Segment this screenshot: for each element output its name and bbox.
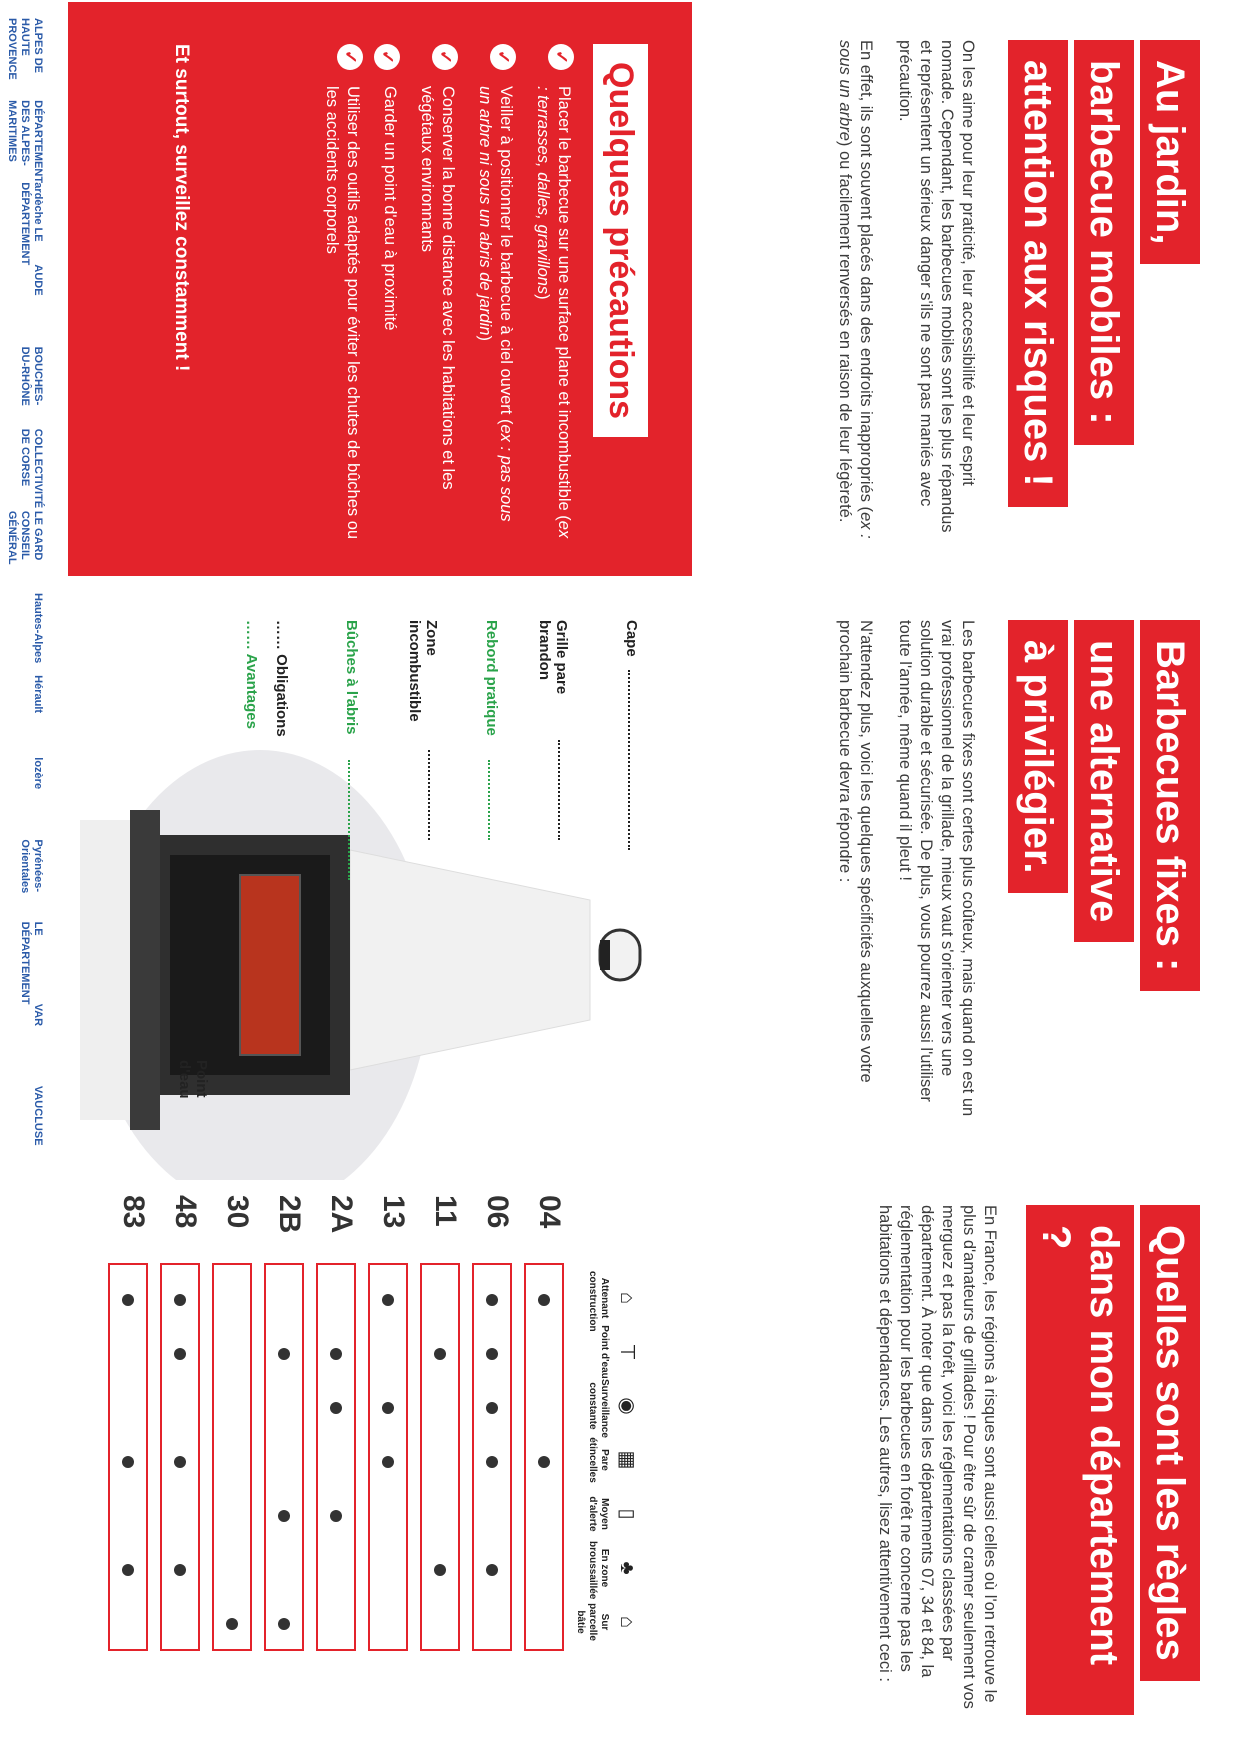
rule-dot [538, 1294, 550, 1306]
department-logo: ALPES DE HAUTE PROVENCE [6, 18, 44, 80]
check-icon: ✓ [548, 44, 574, 70]
section-mobile-bbq [816, 40, 1200, 540]
check-icon: ✓ [432, 44, 458, 70]
list-item: ✓ Utiliser des outils adaptés pour éviter les chutes de bûches ou les accidents corporels [321, 44, 363, 544]
title-line: attention aux risques ! [1008, 40, 1068, 507]
rule-dot [330, 1510, 342, 1522]
department-logo: ardèche LE DÉPARTEMENT [19, 182, 44, 266]
section2-paragraph: Les barbecues fixes sont certes plus coûteux, mais quand on est un vrai professionnel de la grillade, mieux vaut s'orienter vers une solution durable et sécurisée. De plus, vous pourrez aussi l'utiliser toute l'année, même quand il pleut ! [896, 620, 977, 1117]
title-line: dans mon département ? [1026, 1205, 1134, 1715]
legend-header-cell [586, 1271, 640, 1332]
department-logos [8, 18, 50, 1168]
section-fixed-bbq [816, 620, 1200, 1130]
table-row [316, 1263, 356, 1651]
rule-dot [278, 1618, 290, 1630]
label-rebord: Rebord pratique [483, 620, 500, 736]
department-logo: Pyrénées-Orientales [19, 839, 44, 894]
department-code: 06 [481, 1195, 514, 1229]
rule-dot [174, 1456, 186, 1468]
precautions-box [68, 2, 692, 576]
department-logo: AUDE [32, 264, 44, 296]
legend-label: Point d'eau [599, 1325, 610, 1379]
legend-header-cell [574, 1595, 640, 1649]
department-code: 48 [169, 1195, 202, 1229]
department-logo: Hérault [32, 675, 44, 714]
label-zone: Zone incombustible [406, 620, 440, 722]
rule-dot [382, 1402, 394, 1414]
legend-header-cell [598, 1325, 640, 1379]
rule-dot [434, 1348, 446, 1360]
table-row [368, 1263, 408, 1651]
department-logo: DÉPARTEMENT DES ALPES-MARITIMES [6, 100, 44, 184]
table-row [160, 1263, 200, 1651]
rule-dot [174, 1348, 186, 1360]
section1-title [1002, 40, 1200, 540]
legend-label: En zone broussaillée [587, 1541, 610, 1600]
rule-dot [486, 1294, 498, 1306]
rule-dot [486, 1402, 498, 1414]
legend-label: Moyen d'alerte [587, 1496, 610, 1532]
label-cape: Cape [623, 620, 640, 657]
rule-dot [486, 1348, 498, 1360]
spark-screen-icon: ▦ [616, 1450, 638, 1470]
precautions-list [305, 44, 574, 544]
dots: …… [273, 620, 290, 655]
table-row [472, 1263, 512, 1651]
leader-line [628, 670, 630, 850]
department-code: 04 [533, 1195, 566, 1229]
section2-paragraph-2: N'attendez plus, voici les quelques spécificités auxquelles votre prochain barbecue devra répondre : [836, 620, 875, 1083]
check-icon: ✓ [337, 44, 363, 70]
department-logo: Hautes-Alpes [32, 593, 44, 664]
section1-paragraph-2: En effet, ils sont souvent placés dans des endroits inappropriés (ex : sous un arbre) ou facilement renversés en raison de leur légèreté. [836, 40, 875, 539]
rule-dot [174, 1564, 186, 1576]
label-buches: Bûches à l'abris [343, 620, 360, 735]
department-code: 30 [221, 1195, 254, 1229]
precautions-final: Et surtout, surveillez constamment ! [171, 44, 192, 372]
rule-dot [434, 1564, 446, 1576]
tap-icon: ⊤ [616, 1343, 638, 1361]
rule-dot [122, 1456, 134, 1468]
section-rules [856, 1205, 1200, 1715]
rule-dot [226, 1618, 238, 1630]
bbq-illustration [80, 600, 680, 1180]
department-logo: LE GARD CONSEIL GÉNÉRAL [6, 510, 44, 565]
legend-label: Surveillance constante [587, 1379, 610, 1438]
rules-table [80, 1195, 640, 1715]
rule-dot [174, 1294, 186, 1306]
department-logo: COLLECTIVITÉ DE CORSE [19, 428, 44, 509]
list-item: ✓ Veiller à positionner le barbecue à ciel ouvert (ex : pas sous un arbre ni sous un abris de jardin) [474, 44, 516, 544]
rules-matrix [80, 1195, 640, 1715]
list-item: ✓ Placer le barbecue sur une surface plane et incombustible (ex : terrasses, dalles, gravillons) [532, 44, 574, 544]
legend-header-cell [586, 1379, 640, 1438]
rule-dot [278, 1348, 290, 1360]
label-grille: Grille pare brandon [536, 620, 570, 695]
phone-icon: ▯ [616, 1508, 638, 1520]
legend-header-cell [586, 1487, 640, 1541]
department-code: 11 [429, 1195, 462, 1227]
section2-title [1002, 620, 1200, 1130]
leader-line [348, 760, 350, 880]
title-line: barbecue mobiles : [1074, 40, 1134, 445]
dots: …… [243, 620, 260, 654]
bbq-drawing [80, 600, 680, 1180]
rule-dot [486, 1564, 498, 1576]
rule-dot [330, 1348, 342, 1360]
check-icon: ✓ [490, 44, 516, 70]
legend-header-cell [586, 1541, 640, 1600]
title-line: Au jardin, [1140, 40, 1200, 264]
eye-icon: ◉ [616, 1397, 638, 1415]
rule-dot [486, 1456, 498, 1468]
title-line: Quelles sont les règles [1140, 1205, 1200, 1681]
legend-label: Sur parcelle bâtie [575, 1603, 610, 1641]
department-logo: VAUCLUSE [32, 1085, 44, 1146]
table-row [420, 1263, 460, 1651]
tree-icon: ♣ [616, 1561, 638, 1575]
rule-dot [330, 1402, 342, 1414]
leader-line [428, 750, 430, 840]
leader-line [488, 760, 490, 840]
section1-paragraph: On les aime pour leur praticité, leur accessibilité et leur esprit nomade. Cependant, les barbecues mobiles sont les plus répandus et représentent un sérieux danger s'ils ne sont pas maniés avec précaution. [896, 40, 977, 533]
table-row [212, 1263, 252, 1651]
rule-dot [538, 1456, 550, 1468]
section3-paragraph: En France, les régions à risques sont aussi celles où l'on retrouve le plus d'amateurs de grillades ! Pour être sûr de cramer seulement vos merguez et pas la forêt, voici les réglementations classées par département. À noter que dans les départements 07, 34 et 84, la réglementation pour les barbecues en forêt ne concerne pas les habitations et dépendances. Les autres, lisez attentivement ceci : [876, 1205, 999, 1709]
department-logo: lozère [32, 757, 44, 790]
rule-dot [278, 1510, 290, 1522]
department-logo: VAR [32, 1003, 44, 1027]
legend-label: Attenant construction [587, 1271, 610, 1332]
list-item: ✓ Conserver la bonne distance avec les habitations et les végétaux environnants [416, 44, 458, 544]
department-code: 13 [377, 1195, 410, 1229]
rule-dot [382, 1456, 394, 1468]
legend-label: Pare étincelles [587, 1437, 610, 1483]
table-row [524, 1263, 564, 1651]
rule-dot [382, 1294, 394, 1306]
rule-dot [122, 1564, 134, 1576]
precautions-title: Quelques précautions [593, 44, 648, 437]
section3-title [1020, 1205, 1200, 1715]
building-icon: ⌂ [616, 1615, 638, 1629]
title-line: Barbecues fixes : [1140, 620, 1200, 991]
department-logo: BOUCHES-DU-RHÔNE [19, 346, 44, 406]
leader-line [558, 740, 560, 840]
rule-dot [122, 1294, 134, 1306]
table-row [264, 1263, 304, 1651]
department-code: 2B [273, 1195, 306, 1234]
department-code: 2A [325, 1195, 358, 1234]
label-point-eau: Point d'eau [176, 1060, 210, 1099]
department-code: 83 [117, 1195, 150, 1229]
house-icon: ⌂ [616, 1291, 638, 1305]
list-item: ✓ Garder un point d'eau à proximité [379, 44, 400, 544]
title-line: à privilégier. [1008, 620, 1068, 893]
department-logo: LE DÉPARTEMENT [19, 921, 44, 1005]
legend-avantages: …… Avantages [243, 620, 260, 729]
legend-obligations: …… Obligations [273, 620, 290, 737]
check-icon: ✓ [374, 44, 400, 70]
legend-header-cell [586, 1433, 640, 1487]
title-line: une alternative [1074, 620, 1134, 942]
table-row [108, 1263, 148, 1651]
